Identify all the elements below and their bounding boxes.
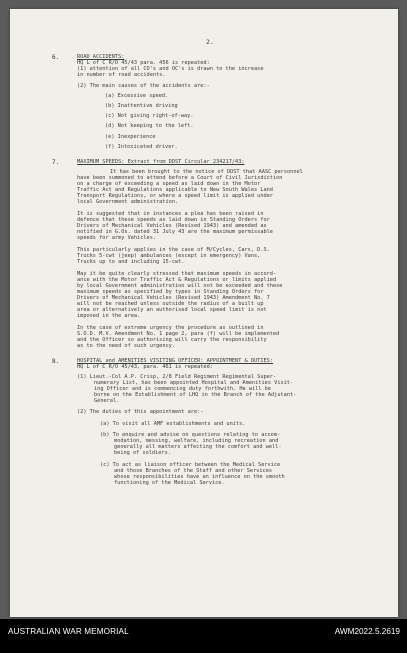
section-8-item: modation, messing, welfare, including recreation and bbox=[114, 438, 279, 444]
section-8-item: generally all matters affecting the comfort and well- bbox=[114, 444, 282, 450]
section-8-number: 8. bbox=[52, 358, 60, 365]
section-7-line: Transport Regulations, or where a speed limit is applied under bbox=[77, 193, 273, 199]
section-8-line: (1) Lieut.-Col A.P. Crisp, 2/8 Field Regiment Regimental Super- bbox=[77, 374, 277, 380]
section-6-heading: ROAD ACCIDENTS: bbox=[77, 54, 125, 60]
section-7-line: by local Government administration will not be exceeded and these bbox=[77, 283, 283, 289]
section-8-heading: HOSPITAL and AMENITIES VISITING OFFICER: APPOINTMENT & DUTIES: bbox=[77, 358, 273, 364]
section-7-line: Drivers of Mechanical Vehicles (Revised 1943) and amended as bbox=[77, 223, 267, 229]
section-7-line: Traffic Act and Regulations applicable to New South Wales Land bbox=[77, 187, 273, 193]
footer-accession-number: AWM2022.5.2619 bbox=[334, 627, 400, 636]
section-7-line: will not be reached unless outside the radius of a built up bbox=[77, 301, 264, 307]
section-7-line: local Government administration. bbox=[77, 199, 179, 205]
section-7-number: 7. bbox=[52, 159, 60, 166]
section-7-line: as to the need of such urgency. bbox=[77, 343, 175, 349]
section-6-item: (f) Intoxicated driver. bbox=[105, 144, 178, 150]
section-7-line: In the case of extreme urgency the procedure as outlined in bbox=[77, 325, 264, 331]
section-6-item: (a) Excessive speed. bbox=[105, 93, 169, 99]
section-7-line: on a charge of exceeding a speed as laid down in the Motor bbox=[77, 181, 261, 187]
section-7-line: imposed in the area. bbox=[77, 313, 141, 319]
section-7-line: maximum speeds as specified by types in Standing Orders for bbox=[77, 289, 264, 295]
section-8-item: (b) To enquire and advise on questions relating to accom- bbox=[100, 432, 281, 438]
section-7-line: May it be quite clearly stressed that maximum speeds in accord- bbox=[77, 271, 277, 277]
section-7-line: speeds for army Vehicles. bbox=[77, 235, 157, 241]
section-7-line: It is suggested that in instances a plea has been raised in bbox=[77, 211, 264, 217]
section-6-line: in number of road accidents. bbox=[77, 72, 166, 78]
section-8-item: and those Branches of the Staff and other Services bbox=[114, 468, 273, 474]
section-7-line: defence that these speeds as laid down in Standing Orders for bbox=[77, 217, 270, 223]
section-6-item: (b) Inattentive driving bbox=[105, 103, 178, 109]
section-8-line: HQ L of C R/O 45/43, para. 461 is repeated: bbox=[77, 364, 213, 370]
section-6-line: HQ L of C R/O 45/43 para. 456 is repeated: bbox=[77, 60, 210, 66]
section-8-item: whose responsibilities have an influence on the smooth bbox=[114, 474, 285, 480]
section-8-item: (a) To visit all AMF establishments and units. bbox=[100, 421, 246, 427]
page-number: 2. bbox=[206, 38, 214, 46]
section-6-number: 6. bbox=[52, 54, 60, 61]
section-8-item: (c) To act as liaison officer between the Medical Service bbox=[100, 462, 281, 468]
section-8-item: being of soldiers. bbox=[114, 450, 171, 456]
section-7-line: It has been brought to the notice of DDST that AASC personnel bbox=[110, 169, 303, 175]
section-6-item: (d) Not keeping to the left. bbox=[105, 123, 194, 129]
footer-bar bbox=[0, 619, 407, 653]
section-7-line: and the Officer so authorising will carry the responsibility bbox=[77, 337, 267, 343]
section-7-line: notified in G.Os. dated 31 July 43 are the maximum permissable bbox=[77, 229, 273, 235]
footer-institution: AUSTRALIAN WAR MEMORIAL bbox=[8, 627, 129, 636]
section-6-line: (2) The main causes of the accidents are:- bbox=[77, 83, 210, 89]
section-8-line: ing Officer and is commencing duty forthwith. He will be bbox=[94, 386, 272, 392]
section-7-heading: MAXIMUM SPEEDS: Extract from DDST Circular 234217/43: bbox=[77, 159, 245, 165]
section-6-item: (e) Inexperience bbox=[105, 134, 156, 140]
section-7-line: This particularly applies in the case of M/Cycles, Cars, D.S. bbox=[77, 247, 270, 253]
section-8-line: numerary List, has been appointed Hospital and Amenities Visit- bbox=[94, 380, 294, 386]
section-7-line: Trucks up to and including 15-cwt. bbox=[77, 259, 185, 265]
section-8-line: borne on the Establishment of LHQ in the Branch of the Adjutant- bbox=[94, 392, 297, 398]
section-7-line: area or alternatively an authorised local speed limit is not bbox=[77, 307, 267, 313]
section-6-line: (1) attention of all CO's and OC's is drawn to the increase bbox=[77, 66, 264, 72]
section-7-line: have been summoned to attend before a Court of Civil Jurisdiction bbox=[77, 175, 283, 181]
section-7-line: S.O.D. M.V. Amendment No. 1 page 2, para (f) will be implemented bbox=[77, 331, 280, 337]
section-7-line: Trucks 5-cwt (jeep) ambulances (except in emergency) Vans, bbox=[77, 253, 261, 259]
document-page bbox=[10, 9, 398, 617]
section-8-item: functioning of the Medical Service. bbox=[114, 480, 225, 486]
section-7-line: Drivers of Mechanical Vehicles (Revised 1943) Amendment No. 7 bbox=[77, 295, 270, 301]
section-7-line: ance with the Motor Traffic Act & Regulations or limits applied bbox=[77, 277, 277, 283]
section-6-item: (c) Not giving right-of-way. bbox=[105, 113, 194, 119]
section-8-line: General. bbox=[94, 398, 120, 404]
section-8-line: (2) The duties of this appointment are:- bbox=[77, 409, 204, 415]
